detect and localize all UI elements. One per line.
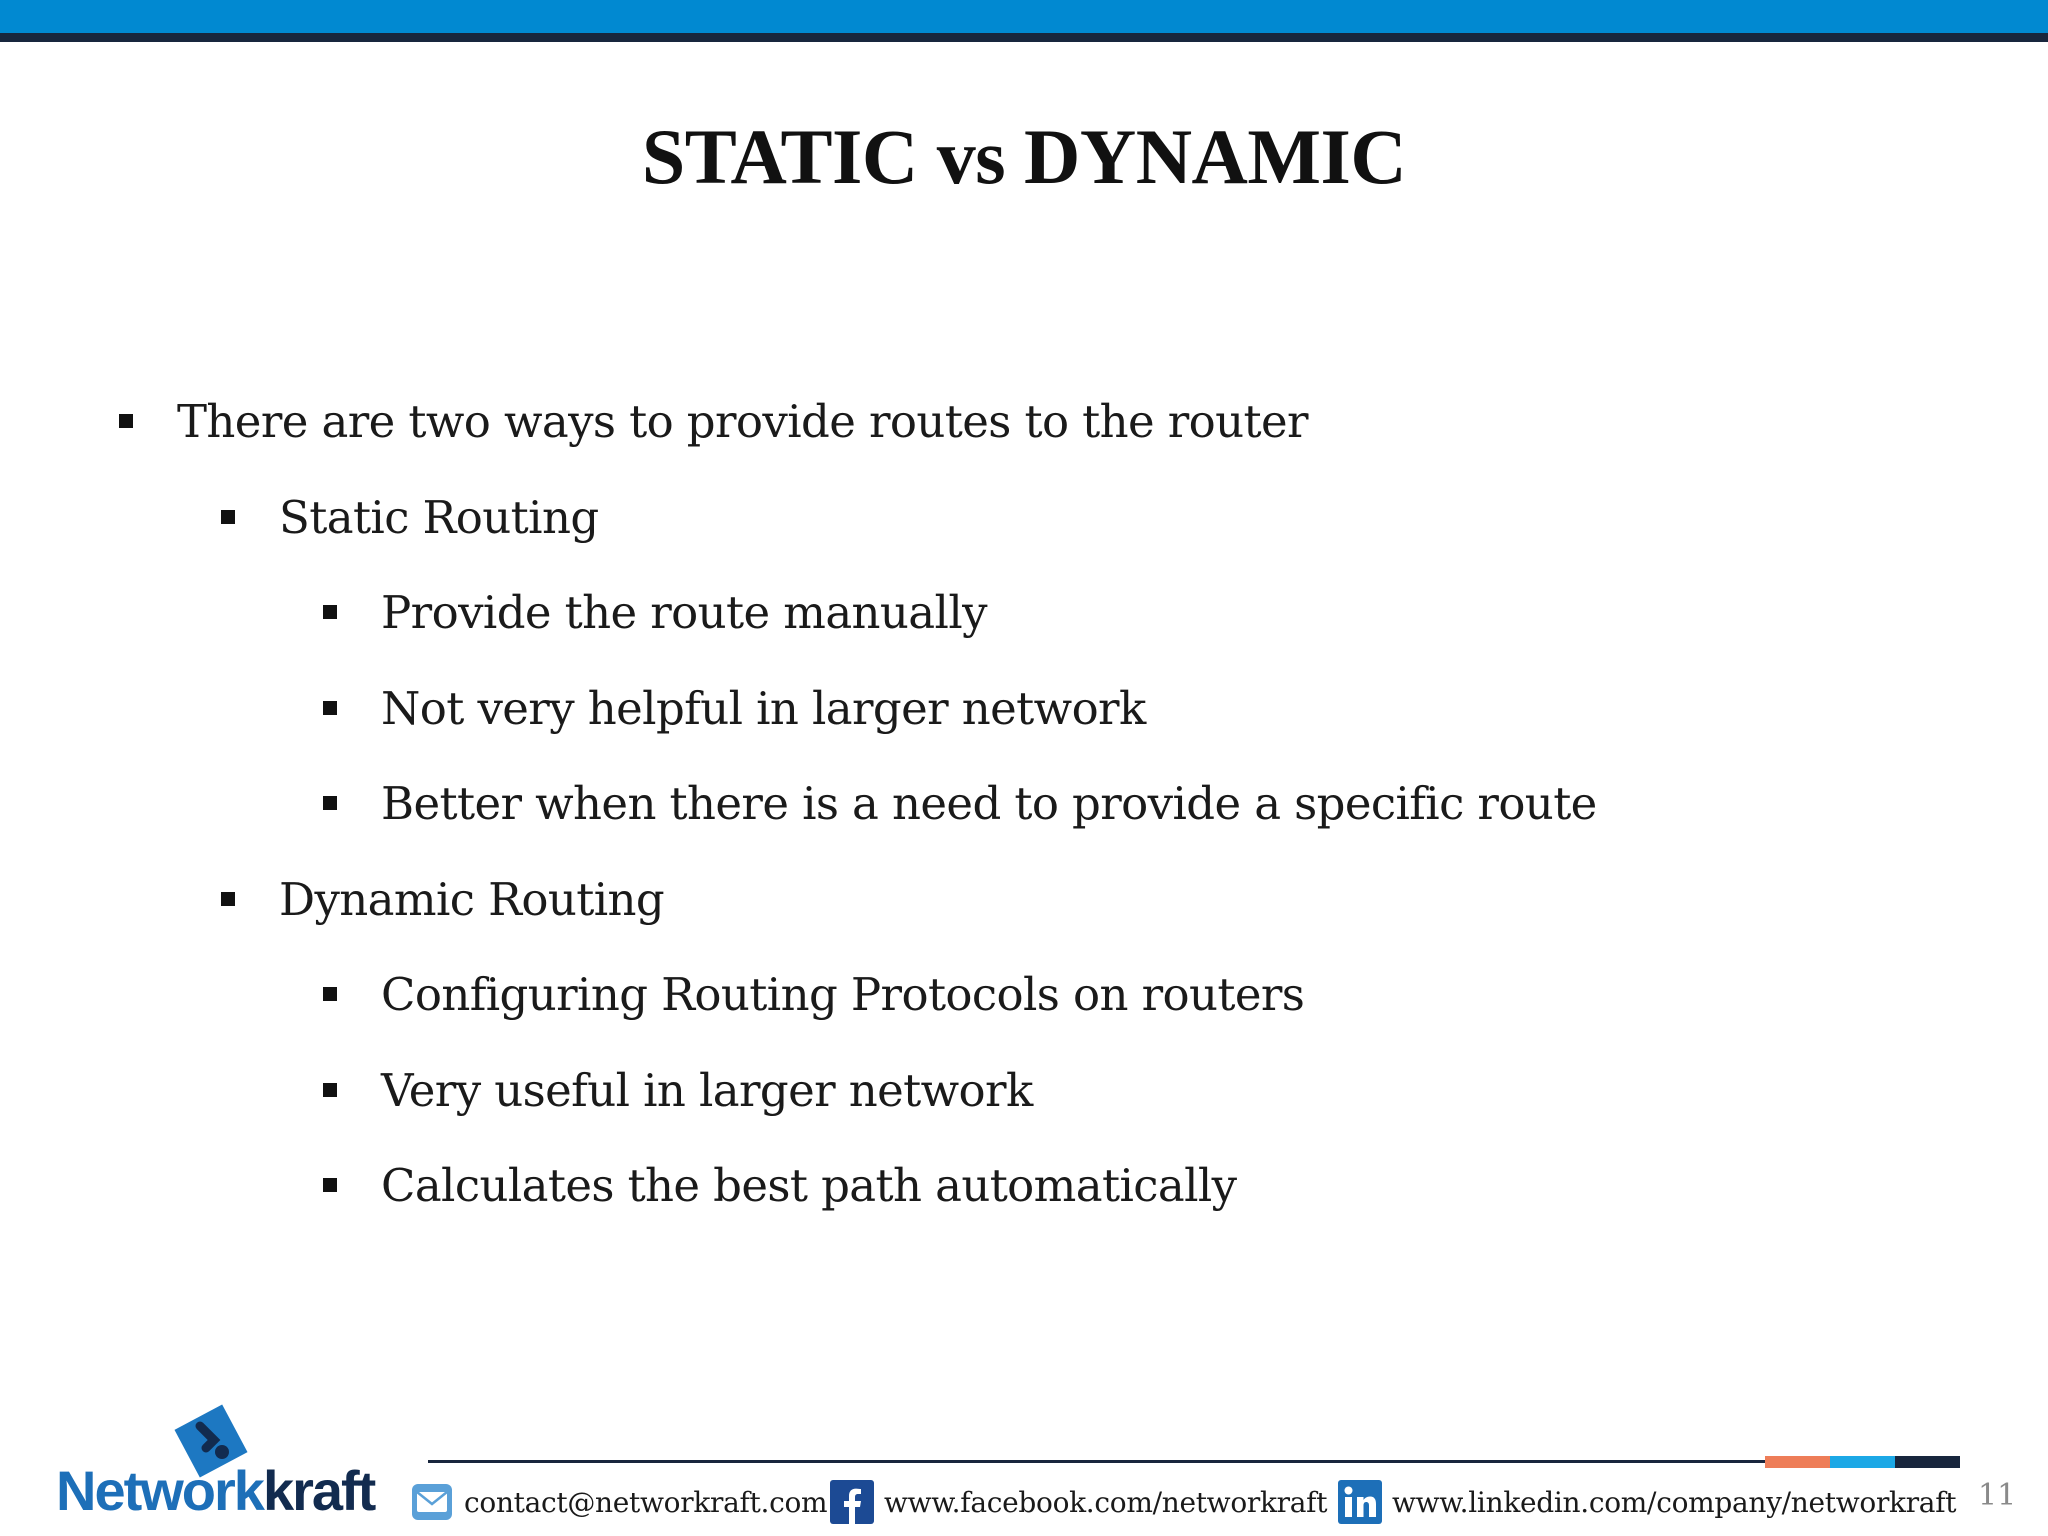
footer-accent-blue: [1830, 1456, 1895, 1468]
bullet-item: [221, 487, 599, 547]
bullet-text: Provide the route manually: [381, 585, 987, 639]
bullet-square-icon: [323, 1083, 337, 1097]
bullet-item: [119, 391, 1308, 451]
bullet-text: Dynamic Routing: [279, 872, 665, 926]
slide-title: STATIC vs DYNAMIC: [641, 113, 1407, 200]
bullet-item: [323, 582, 987, 642]
linkedin-icon: [1338, 1480, 1382, 1524]
bullet-item: [323, 1155, 1237, 1215]
bullet-square-icon: [323, 1178, 337, 1192]
footer-divider: [428, 1460, 1765, 1463]
bullet-text: There are two ways to provide routes to the router: [177, 394, 1308, 448]
mail-icon: [410, 1480, 454, 1524]
bullet-square-icon: [119, 414, 133, 428]
contact-facebook-text[interactable]: www.facebook.com/networkraft: [884, 1485, 1328, 1519]
bullet-text: Static Routing: [279, 490, 599, 544]
facebook-icon: [830, 1480, 874, 1524]
bullet-item: [323, 1060, 1033, 1120]
bullet-square-icon: [323, 987, 337, 1001]
bullet-text: Not very helpful in larger network: [381, 681, 1146, 735]
bullet-text: Better when there is a need to provide a specific route: [381, 776, 1597, 830]
bullet-square-icon: [323, 605, 337, 619]
contact-facebook[interactable]: [830, 1478, 1327, 1526]
contact-email[interactable]: [410, 1478, 827, 1526]
top-accent-bar-dark: [0, 33, 2048, 42]
contact-email-text[interactable]: contact@networkraft.com: [464, 1485, 828, 1519]
bullet-square-icon: [221, 510, 235, 524]
bullet-square-icon: [323, 701, 337, 715]
page-number: 11: [1978, 1478, 2017, 1513]
bullet-item: [221, 869, 664, 929]
bullet-text: Configuring Routing Protocols on routers: [381, 967, 1305, 1021]
bullet-text: Very useful in larger network: [381, 1063, 1033, 1117]
bullet-text: Calculates the best path automatically: [381, 1158, 1237, 1212]
top-accent-bar: [0, 0, 2048, 33]
footer-accent-orange: [1765, 1456, 1830, 1468]
bullet-item: [323, 964, 1304, 1024]
bullet-item: [323, 773, 1597, 833]
footer-accent-navy: [1895, 1456, 1960, 1468]
logo-text-network: Network: [56, 1459, 263, 1522]
bullet-square-icon: [323, 796, 337, 810]
contact-linkedin[interactable]: [1338, 1478, 1956, 1526]
networkraft-logo-text: [56, 1458, 374, 1523]
bullet-square-icon: [221, 892, 235, 906]
bullet-item: [323, 678, 1146, 738]
logo-text-kraft: kraft: [262, 1459, 375, 1522]
contact-linkedin-text[interactable]: www.linkedin.com/company/networkraft: [1392, 1485, 1957, 1519]
